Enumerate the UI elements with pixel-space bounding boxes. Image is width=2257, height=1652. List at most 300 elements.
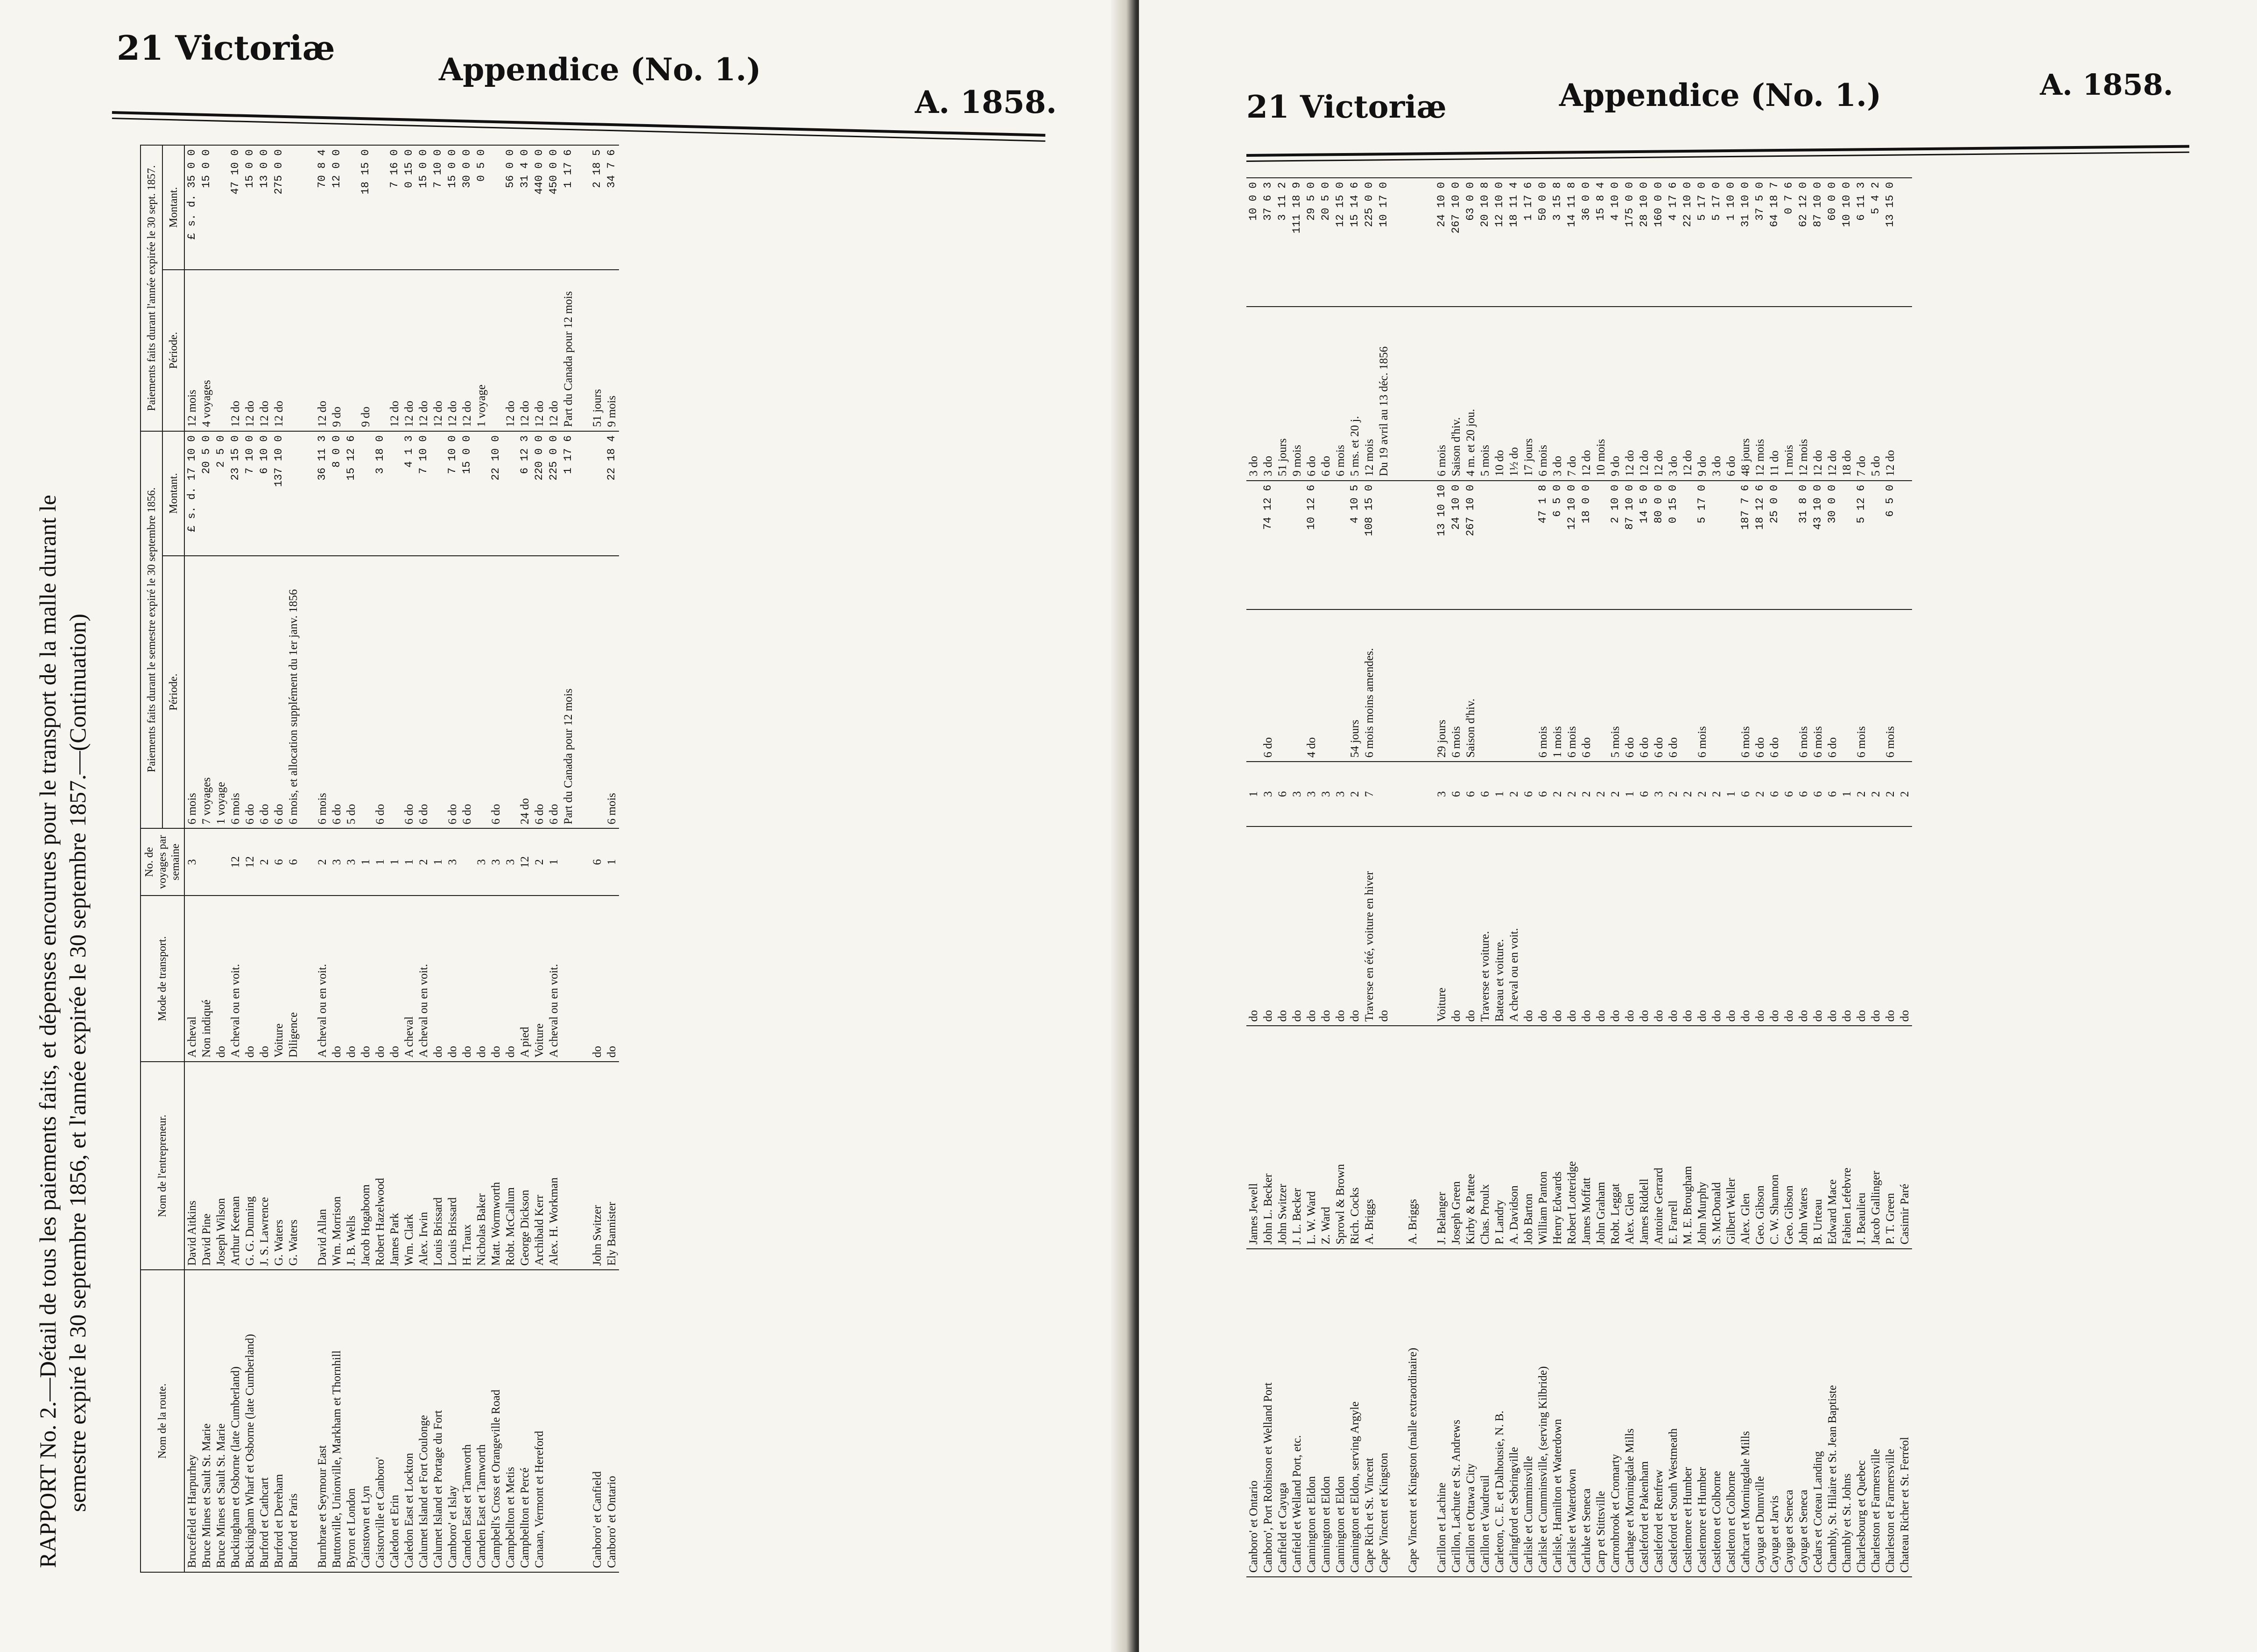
period-halfyear-cell: 6 mois	[1796, 609, 1811, 762]
mode-cell: do	[257, 896, 272, 1062]
period-year-cell: 3 do	[1261, 307, 1275, 480]
trips-cell: 6	[1782, 762, 1796, 826]
period-year-cell: 12 do	[1637, 307, 1652, 480]
table-row	[1333, 178, 1348, 1577]
spacer-cell	[301, 828, 315, 895]
contractor-cell: Alex. Irwin	[416, 1062, 431, 1270]
period-halfyear-cell	[1709, 609, 1724, 762]
mode-cell: do	[445, 896, 460, 1062]
table-row	[1406, 178, 1420, 1577]
amount-halfyear-cell	[1319, 481, 1333, 609]
amount-halfyear-cell: 137 10 0	[272, 431, 286, 556]
contractor-cell: Joseph Green	[1449, 1026, 1463, 1248]
trips-cell: 3	[184, 828, 199, 895]
route-cell: Carleton, C. E. et Dalhousie, N. B.	[1492, 1249, 1507, 1577]
table-row	[344, 145, 359, 1572]
amount-halfyear-cell: 43 10 0	[1811, 481, 1825, 609]
trips-cell: 2	[1666, 762, 1680, 826]
route-cell: Campbellton et Metis	[503, 1270, 518, 1572]
period-halfyear-cell: 6 do	[489, 556, 503, 829]
amount-year-cell: 29 5 0	[1304, 178, 1319, 307]
trips-cell: 7	[1362, 762, 1377, 826]
route-cell: Burnbrae et Seymour East	[315, 1270, 330, 1572]
amount-year-cell: 12 10 0	[1492, 178, 1507, 307]
trips-cell: 12	[518, 828, 532, 895]
mode-cell	[1406, 826, 1420, 1026]
amount-halfyear-cell: 30 0 0	[1825, 481, 1840, 609]
period-year-cell: 12 do	[1883, 307, 1898, 480]
period-halfyear-cell	[1782, 609, 1796, 762]
period-year-cell: 3 do	[1550, 307, 1565, 480]
amount-halfyear-cell: 187 7 6	[1738, 481, 1753, 609]
amount-halfyear-cell: 36 11 3	[315, 431, 330, 556]
amount-halfyear-cell: 7 10 0	[243, 431, 257, 556]
mode-cell: do	[1796, 826, 1811, 1026]
period-halfyear-cell: 6 mois	[315, 556, 330, 829]
contractor-cell	[1377, 1026, 1391, 1248]
trips-cell: 2	[1594, 762, 1608, 826]
mode-cell: A cheval ou en voit.	[228, 896, 243, 1062]
amount-halfyear-cell: 74 12 6	[1261, 481, 1275, 609]
mode-cell: do	[1463, 826, 1478, 1026]
trips-cell: 2	[1565, 762, 1579, 826]
route-cell: Carlisle et Cumminsville, (serving Kilbride)	[1536, 1249, 1550, 1577]
route-cell: Carillon et Ottawa City	[1463, 1249, 1478, 1577]
trips-cell: 6	[1767, 762, 1782, 826]
table-row	[1290, 178, 1304, 1577]
trips-cell: 2	[1883, 762, 1898, 826]
report-title-line2: semestre expiré le 30 septembre 1856, et l'année expirée le 30 septembre 1857.—(Continuation)	[64, 613, 91, 1512]
trips-cell: 3	[1333, 762, 1348, 826]
contractor-cell: Robt. Leggat	[1608, 1026, 1623, 1248]
period-year-cell: 7 do	[1854, 307, 1869, 480]
trips-cell: 6	[1738, 762, 1753, 826]
table-row	[1348, 178, 1362, 1577]
period-year-cell: 3 do	[1246, 307, 1261, 480]
spacer-cell	[576, 896, 590, 1062]
trips-cell: 6	[1478, 762, 1492, 826]
left-header-rule	[112, 111, 1046, 137]
spacer-cell	[1391, 481, 1406, 609]
mode-cell: do	[1782, 826, 1796, 1026]
period-halfyear-cell	[1275, 609, 1290, 762]
table-row	[1652, 178, 1666, 1577]
trips-cell	[460, 828, 474, 895]
period-halfyear-cell: 6 do	[1637, 609, 1652, 762]
mode-cell: A cheval ou en voit.	[416, 896, 431, 1062]
col-period2-header: Période.	[162, 270, 184, 431]
col-trips-header: No. de voyages par semaine	[141, 828, 184, 895]
spacer-cell	[1391, 1026, 1406, 1248]
route-cell: Buttonville, Unionville, Markham et Thornhill	[330, 1270, 344, 1572]
period-year-cell: 12 do	[1680, 307, 1695, 480]
route-cell: Cape Rich et St. Vincent	[1362, 1249, 1377, 1577]
period-halfyear-cell: 4 do	[1304, 609, 1319, 762]
amount-year-cell: 15 0 0	[243, 145, 257, 270]
table-row	[1463, 178, 1478, 1577]
trips-cell	[561, 828, 576, 895]
table-row	[1304, 178, 1319, 1577]
trips-cell: 3	[1652, 762, 1666, 826]
table-row	[1811, 178, 1825, 1577]
route-cell: Caledon et Erin	[387, 1270, 402, 1572]
trips-cell: 2	[1709, 762, 1724, 826]
mode-cell: do	[1333, 826, 1348, 1026]
mode-cell: do	[1883, 826, 1898, 1026]
route-cell: Castleford et South Westmeath	[1666, 1249, 1680, 1577]
route-cell: Castleford et Pakenham	[1637, 1249, 1652, 1577]
mode-cell: do	[344, 896, 359, 1062]
trips-cell: 2	[1507, 762, 1521, 826]
amount-year-cell: 50 0 0	[1536, 178, 1550, 307]
amount-year-cell: 450 0 0	[547, 145, 561, 270]
table-row	[1623, 178, 1637, 1577]
table-spacer-row	[576, 145, 590, 1572]
mode-cell: do	[1623, 826, 1637, 1026]
period-year-cell: 17 jours	[1521, 307, 1536, 480]
period-year-cell: 18 do	[1840, 307, 1854, 480]
table-row	[286, 145, 301, 1572]
mode-cell: do	[214, 896, 228, 1062]
mode-cell: do	[1898, 826, 1912, 1026]
contractor-cell: James Park	[387, 1062, 402, 1270]
route-cell: Carillon et Lachine	[1434, 1249, 1449, 1577]
amount-halfyear-cell	[1492, 481, 1507, 609]
period-halfyear-cell	[1319, 609, 1333, 762]
spacer-cell	[301, 431, 315, 556]
table-row	[547, 145, 561, 1572]
contractor-cell: G. Waters	[286, 1062, 301, 1270]
spacer-cell	[1420, 1026, 1434, 1248]
spacer-cell	[576, 828, 590, 895]
amount-halfyear-cell: 25 0 0	[1767, 481, 1782, 609]
contractor-cell: Kirby & Pattee	[1463, 1026, 1478, 1248]
mode-cell: Diligence	[286, 896, 301, 1062]
route-cell: Cedars et Coteau Landing	[1811, 1249, 1825, 1577]
period-year-cell: 12 do	[518, 270, 532, 431]
mode-cell: do	[1680, 826, 1695, 1026]
trips-cell	[199, 828, 214, 895]
table-row	[1246, 178, 1261, 1577]
period-halfyear-cell: 6 do	[445, 556, 460, 829]
trips-cell: 6	[272, 828, 286, 895]
amount-halfyear-cell: £ s. d. 17 10 0	[184, 431, 199, 556]
mode-cell: do	[1608, 826, 1623, 1026]
spacer-cell	[576, 270, 590, 431]
mode-cell: do	[1550, 826, 1565, 1026]
table-row	[1883, 178, 1898, 1577]
route-cell	[561, 1270, 576, 1572]
contractor-cell: David Aitkins	[184, 1062, 199, 1270]
contractor-cell: Arthur Keenan	[228, 1062, 243, 1270]
mode-cell: do	[1304, 826, 1319, 1026]
period-year-cell: 6 do	[1304, 307, 1319, 480]
route-cell: Chambly, St. Hilaire et St. Jean Baptiste	[1825, 1249, 1840, 1577]
period-year-cell: 3 do	[1666, 307, 1680, 480]
period-halfyear-cell	[1333, 609, 1348, 762]
table-row	[1825, 178, 1840, 1577]
mode-cell: Voiture	[1434, 826, 1449, 1026]
right-table-body	[1246, 178, 1912, 1577]
route-cell: Canboro', Port Robinson et Welland Port	[1261, 1249, 1275, 1577]
amount-halfyear-cell	[1275, 481, 1290, 609]
mode-cell: do	[503, 896, 518, 1062]
table-spacer-row	[301, 145, 315, 1572]
right-year-header: A. 1858.	[2040, 68, 2173, 102]
period-year-cell: 12 do	[431, 270, 445, 431]
period-year-cell: 5 ms. et 20 j.	[1348, 307, 1362, 480]
table-row	[199, 145, 214, 1572]
trips-cell: 6	[1796, 762, 1811, 826]
contractor-cell: Robert Lotteridge	[1565, 1026, 1579, 1248]
trips-cell: 1	[387, 828, 402, 895]
table-row	[1869, 178, 1883, 1577]
period-year-cell	[1406, 307, 1420, 480]
amount-halfyear-cell: 8 0 0	[330, 431, 344, 556]
amount-halfyear-cell: 24 10 0	[1449, 481, 1463, 609]
amount-halfyear-cell: 2 10 0	[1608, 481, 1623, 609]
period-halfyear-cell	[1521, 609, 1536, 762]
mode-cell: do	[1869, 826, 1883, 1026]
mode-cell: A pied	[518, 896, 532, 1062]
amount-halfyear-cell	[387, 431, 402, 556]
amount-halfyear-cell	[1724, 481, 1738, 609]
route-cell: Castleford et Renfrew	[1652, 1249, 1666, 1577]
route-cell: Calumet Island et Portage du Fort	[431, 1270, 445, 1572]
table-row	[1767, 178, 1782, 1577]
route-cell: Carthage et Morningdale Mills	[1623, 1249, 1637, 1577]
period-year-cell: 12 do	[532, 270, 547, 431]
table-row	[532, 145, 547, 1572]
trips-cell: 2	[1608, 762, 1623, 826]
table-row	[272, 145, 286, 1572]
period-year-cell: 12 mois	[184, 270, 199, 431]
contractor-cell: Jacob Gallinger	[1869, 1026, 1883, 1248]
table-row	[503, 145, 518, 1572]
mode-cell: do	[1565, 826, 1579, 1026]
amount-year-cell: 34 7 6	[605, 145, 619, 270]
col-route-header: Nom de la route.	[141, 1270, 184, 1572]
contractor-cell: L. W. Ward	[1304, 1026, 1319, 1248]
trips-cell: 1	[605, 828, 619, 895]
spacer-cell	[1391, 307, 1406, 480]
contractor-cell: J. S. Lawrence	[257, 1062, 272, 1270]
right-session-header: 21 Victoriæ	[1246, 89, 1447, 125]
trips-cell: 1	[1246, 762, 1261, 826]
amount-halfyear-cell: 22 10 0	[489, 431, 503, 556]
contractor-cell: Geo. Gibson	[1753, 1026, 1767, 1248]
route-cell: Cannington et Eldon	[1333, 1249, 1348, 1577]
contractor-cell: J. Belanger	[1434, 1026, 1449, 1248]
table-row	[1782, 178, 1796, 1577]
mode-cell: do	[1246, 826, 1261, 1026]
amount-halfyear-cell: 3 18 0	[373, 431, 387, 556]
contractor-cell: Alex. Glen	[1623, 1026, 1637, 1248]
amount-year-cell: 15 0 0	[416, 145, 431, 270]
period-halfyear-cell	[1869, 609, 1883, 762]
mode-cell: do	[1275, 826, 1290, 1026]
trips-cell: 12	[228, 828, 243, 895]
period-halfyear-cell: 7 voyages	[199, 556, 214, 829]
amount-year-cell: 20 5 0	[1319, 178, 1333, 307]
period-halfyear-cell: 6 mois	[1854, 609, 1869, 762]
period-year-cell: 3 do	[1709, 307, 1724, 480]
amount-year-cell: 12 15 0	[1333, 178, 1348, 307]
contractor-cell: Casimir Paré	[1898, 1026, 1912, 1248]
contractor-cell	[561, 1062, 576, 1270]
contractor-cell: Gilbert Weller	[1724, 1026, 1738, 1248]
amount-year-cell: 5 4 2	[1869, 178, 1883, 307]
trips-cell: 1	[373, 828, 387, 895]
trips-cell: 3	[445, 828, 460, 895]
amount-year-cell: 7 10 0	[431, 145, 445, 270]
table-row	[590, 145, 605, 1572]
amount-year-cell: 10 0 0	[1246, 178, 1261, 307]
amount-year-cell: 267 10 0	[1449, 178, 1463, 307]
trips-cell: 2	[315, 828, 330, 895]
amount-halfyear-cell	[1478, 481, 1492, 609]
contractor-cell: Louis Brissard	[445, 1062, 460, 1270]
table-row	[1319, 178, 1333, 1577]
period-halfyear-cell: 6 do	[1666, 609, 1680, 762]
amount-halfyear-cell: 4 10 5	[1348, 481, 1362, 609]
period-year-cell: 48 jours	[1738, 307, 1753, 480]
contractor-cell: Louis Brissard	[431, 1062, 445, 1270]
trips-cell: 2	[532, 828, 547, 895]
table-row	[1608, 178, 1623, 1577]
period-year-cell: 4 m. et 20 jou.	[1463, 307, 1478, 480]
trips-cell: 2	[416, 828, 431, 895]
amount-halfyear-cell	[1840, 481, 1854, 609]
amount-year-cell: 7 16 0	[387, 145, 402, 270]
contractor-cell: George Dickson	[518, 1062, 532, 1270]
period-year-cell: 12 do	[1811, 307, 1825, 480]
contractor-cell: A. Briggs	[1362, 1026, 1377, 1248]
amount-halfyear-cell: 80 0 0	[1652, 481, 1666, 609]
amount-year-cell: 4 10 0	[1608, 178, 1623, 307]
period-halfyear-cell: 6 do	[1623, 609, 1637, 762]
period-year-cell: 12 do	[228, 270, 243, 431]
amount-year-cell: 47 10 0	[228, 145, 243, 270]
mode-cell: Voiture	[532, 896, 547, 1062]
mode-cell: do	[1261, 826, 1275, 1026]
mode-cell: do	[1319, 826, 1333, 1026]
mode-cell: do	[1811, 826, 1825, 1026]
trips-cell: 3	[1290, 762, 1304, 826]
contractor-cell: James Moffatt	[1579, 1026, 1594, 1248]
period-halfyear-cell: 6 do	[1767, 609, 1782, 762]
mode-cell: do	[1652, 826, 1666, 1026]
amount-year-cell: 1 10 0	[1724, 178, 1738, 307]
trips-cell: 2	[257, 828, 272, 895]
table-row	[445, 145, 460, 1572]
period-halfyear-cell: 6 mois, et allocation supplément du 1er janv. 1856	[286, 556, 301, 829]
period-halfyear-cell: 6 mois	[228, 556, 243, 829]
period-year-cell: 12 mois	[1753, 307, 1767, 480]
trips-cell: 1	[547, 828, 561, 895]
mode-cell: do	[1825, 826, 1840, 1026]
amount-year-cell	[1406, 178, 1420, 307]
col-contractor-header: Nom de l'entrepreneur.	[141, 1062, 184, 1270]
amount-halfyear-cell: 267 10 0	[1463, 481, 1478, 609]
route-cell: Charleston et Farmersville	[1869, 1249, 1883, 1577]
mode-cell: A cheval ou en voit.	[547, 896, 561, 1062]
amount-halfyear-cell: 0 15 0	[1666, 481, 1680, 609]
contractor-cell: Robert Hazelwood	[373, 1062, 387, 1270]
period-year-cell: 11 do	[1767, 307, 1782, 480]
route-cell: Carillon, Lachute et St. Andrews	[1449, 1249, 1463, 1577]
mode-cell: do	[1348, 826, 1362, 1026]
period-year-cell: 9 do	[1695, 307, 1709, 480]
amount-halfyear-cell	[1594, 481, 1608, 609]
contractor-cell: A. Davidson	[1507, 1026, 1521, 1248]
route-cell: Carluke et Seneca	[1579, 1249, 1594, 1577]
route-cell: Carlingford et Sebringville	[1507, 1249, 1521, 1577]
period-halfyear-cell: 6 do	[1753, 609, 1767, 762]
amount-halfyear-cell: 12 10 0	[1565, 481, 1579, 609]
route-cell: Castleton et Colborne	[1709, 1249, 1724, 1577]
period-year-cell: 6 mois	[1434, 307, 1449, 480]
trips-cell: 3	[344, 828, 359, 895]
spacer-cell	[301, 145, 315, 270]
contractor-cell: Antoine Gerrard	[1652, 1026, 1666, 1248]
period-year-cell: 12 mois	[1362, 307, 1377, 480]
trips-cell: 6	[1536, 762, 1550, 826]
amount-halfyear-cell: 6 12 3	[518, 431, 532, 556]
trips-cell: 6	[1825, 762, 1840, 826]
trips-cell	[214, 828, 228, 895]
amount-halfyear-cell	[1290, 481, 1304, 609]
period-year-cell	[373, 270, 387, 431]
period-halfyear-cell: 6 mois	[1883, 609, 1898, 762]
amount-year-cell: 30 0 0	[460, 145, 474, 270]
period-year-cell: 10 do	[1492, 307, 1507, 480]
period-year-cell	[214, 270, 228, 431]
spacer-cell	[1420, 307, 1434, 480]
amount-year-cell: 14 11 8	[1565, 178, 1579, 307]
period-halfyear-cell: 6 do	[257, 556, 272, 829]
amount-halfyear-cell: 220 0 0	[532, 431, 547, 556]
amount-year-cell: 15 14 6	[1348, 178, 1362, 307]
amount-halfyear-cell: 47 1 8	[1536, 481, 1550, 609]
route-cell: Caistorville et Canboro'	[373, 1270, 387, 1572]
trips-cell: 2	[1348, 762, 1362, 826]
period-halfyear-cell: 1 voyage	[214, 556, 228, 829]
trips-cell: 3	[1319, 762, 1333, 826]
table-row	[518, 145, 532, 1572]
period-halfyear-cell	[1377, 609, 1391, 762]
mode-cell: Voiture	[272, 896, 286, 1062]
route-cell: Cape Vincent et Kingston (malle extraordinaire)	[1406, 1249, 1420, 1577]
amount-halfyear-cell: 18 0 0	[1579, 481, 1594, 609]
period-halfyear-cell: 6 do	[532, 556, 547, 829]
amount-halfyear-cell: 5 17 0	[1695, 481, 1709, 609]
mode-cell: do	[431, 896, 445, 1062]
amount-halfyear-cell: 31 8 0	[1796, 481, 1811, 609]
mode-cell: do	[1666, 826, 1680, 1026]
route-cell: Cayuga et Jarvis	[1767, 1249, 1782, 1577]
period-halfyear-cell: 6 mois	[1536, 609, 1550, 762]
mode-cell: Traverse et voiture.	[1478, 826, 1492, 1026]
table-row	[1449, 178, 1463, 1577]
period-halfyear-cell: 6 mois	[1811, 609, 1825, 762]
period-year-cell: 51 jours	[590, 270, 605, 431]
route-cell: Carlisle, Hamilton et Waterdown	[1550, 1249, 1565, 1577]
contractor-cell: John Murphy	[1695, 1026, 1709, 1248]
period-halfyear-cell	[503, 556, 518, 829]
route-cell: Campbell's Cross et Orangeville Road	[489, 1270, 503, 1572]
period-halfyear-cell: 6 do	[1652, 609, 1666, 762]
